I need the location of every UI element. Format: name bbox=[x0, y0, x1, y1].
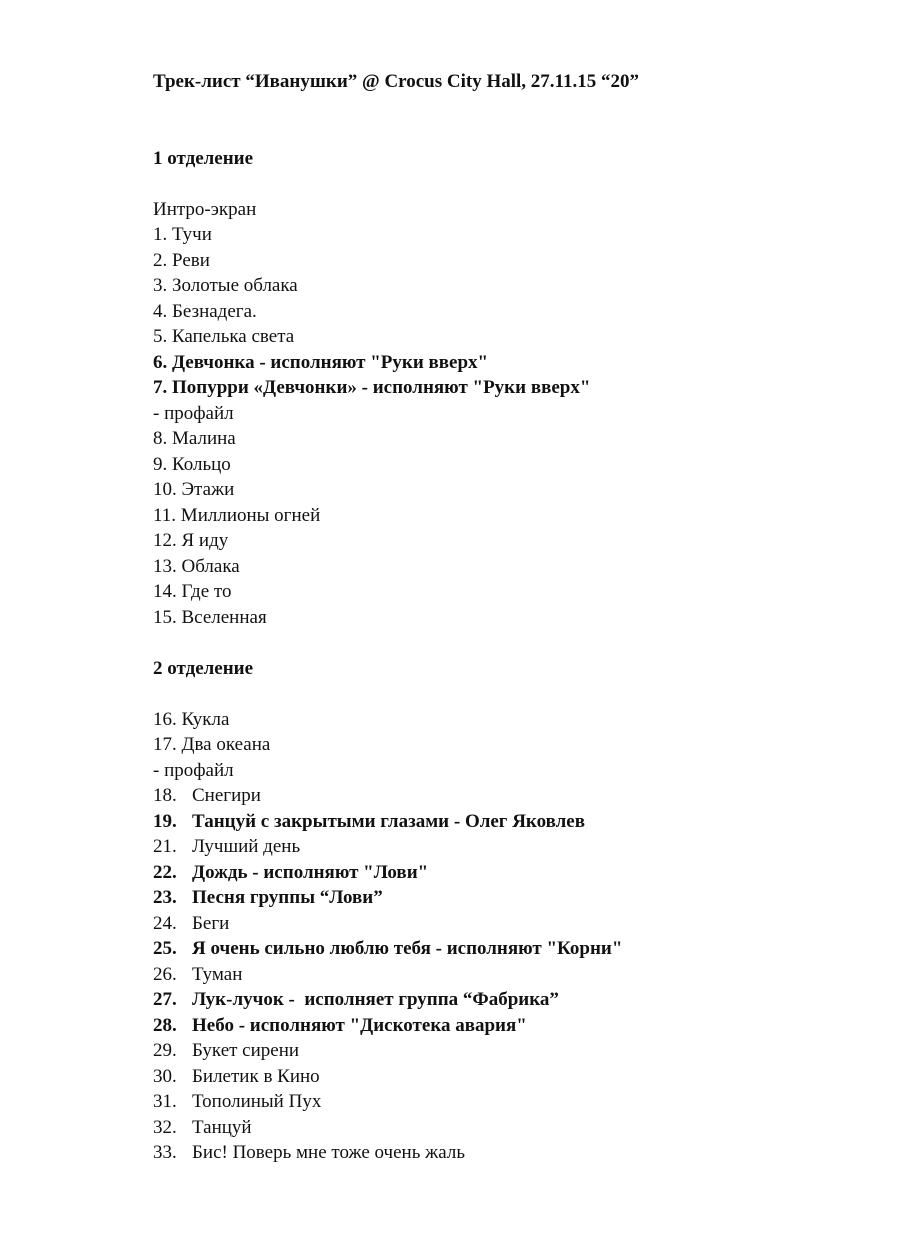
track-list-item bbox=[153, 936, 639, 962]
track-number: 26. bbox=[153, 963, 177, 985]
track-number: 13. bbox=[153, 555, 177, 577]
track-number: 24. bbox=[153, 912, 177, 934]
track-title: Попурри «Девчонки» - исполняют "Руки вверх" bbox=[172, 377, 591, 398]
track-list-item bbox=[153, 605, 639, 631]
track-title: Билетик в Кино bbox=[192, 1065, 320, 1087]
track-list-item bbox=[153, 707, 639, 733]
track-title: Малина bbox=[172, 428, 236, 449]
track-number: 31. bbox=[153, 1091, 177, 1112]
track-number: 11. bbox=[153, 504, 177, 526]
track-title: Я иду bbox=[181, 530, 229, 551]
track-list-item bbox=[153, 554, 639, 580]
track-number: 15. bbox=[153, 606, 177, 628]
track-title: Капелька света bbox=[172, 326, 295, 347]
track-title: Кукла bbox=[181, 708, 230, 730]
track-list-item bbox=[153, 987, 639, 1013]
track-list-item bbox=[153, 375, 639, 401]
track-number: 22. bbox=[153, 861, 177, 883]
track-number: 16. bbox=[153, 708, 177, 730]
track-title: Букет сирени bbox=[192, 1040, 300, 1061]
track-list-item bbox=[153, 1013, 639, 1039]
track-number: 2. bbox=[153, 249, 168, 271]
section-2-list bbox=[153, 707, 639, 1166]
section-1-list bbox=[153, 197, 639, 631]
track-title: Девчонка - исполняют "Руки вверх" bbox=[172, 351, 489, 373]
track-list-item bbox=[153, 885, 639, 911]
track-number: 3. bbox=[153, 275, 168, 296]
track-list-item bbox=[153, 350, 639, 376]
track-title: Этажи bbox=[181, 479, 235, 500]
track-title: Облака bbox=[181, 555, 240, 577]
track-list-item bbox=[153, 758, 639, 784]
track-title: Бис! Поверь мне тоже очень жаль bbox=[192, 1142, 465, 1163]
track-list-item bbox=[153, 248, 639, 274]
track-number: 21. bbox=[153, 836, 177, 857]
track-number: 17. bbox=[153, 734, 177, 755]
track-title: - профайл bbox=[153, 402, 234, 424]
track-list-item bbox=[153, 503, 639, 529]
track-list-item bbox=[153, 197, 639, 223]
track-list-item bbox=[153, 783, 639, 809]
track-list-item bbox=[153, 477, 639, 503]
track-number: 7. bbox=[153, 377, 168, 398]
track-number: 12. bbox=[153, 530, 177, 551]
track-list-item bbox=[153, 426, 639, 452]
document-title: Трек-лист “Иванушки” @ Crocus City Hall, 27.11.15 “20” bbox=[153, 71, 640, 92]
track-title: Тополиный Пух bbox=[192, 1091, 322, 1112]
track-title: Интро-экран bbox=[153, 198, 257, 220]
track-title: Я очень сильно люблю тебя - исполняют "Корни" bbox=[192, 938, 623, 959]
track-number: 14. bbox=[153, 581, 177, 602]
track-list-item bbox=[153, 324, 639, 350]
track-title: Танцуй bbox=[192, 1116, 252, 1138]
track-title: Реви bbox=[172, 249, 210, 271]
track-list-item bbox=[153, 299, 639, 325]
track-list-item bbox=[153, 401, 639, 427]
section-1-heading: 1 отделение bbox=[153, 147, 254, 169]
track-number: 1. bbox=[153, 224, 168, 245]
track-number: 25. bbox=[153, 938, 177, 959]
track-title: Безнадега. bbox=[172, 300, 257, 322]
track-title: Миллионы огней bbox=[180, 504, 321, 526]
track-number: 23. bbox=[153, 887, 177, 908]
track-list-item bbox=[153, 732, 639, 758]
track-number: 5. bbox=[153, 326, 168, 347]
track-title: Снегири bbox=[192, 785, 261, 806]
track-list-item bbox=[153, 528, 639, 554]
track-list-item bbox=[153, 579, 639, 605]
track-title: Туман bbox=[192, 963, 243, 985]
track-list-item bbox=[153, 911, 639, 937]
track-title: Где то bbox=[181, 581, 232, 602]
track-title: Вселенная bbox=[181, 606, 267, 628]
track-title: Золотые облака bbox=[172, 275, 298, 296]
track-number: 4. bbox=[153, 300, 168, 322]
track-title: Небо - исполняют "Дискотека авария" bbox=[192, 1014, 527, 1036]
track-title: Лучший день bbox=[192, 836, 301, 857]
track-list-item bbox=[153, 222, 639, 248]
track-number: 29. bbox=[153, 1040, 177, 1061]
track-list-item bbox=[153, 1140, 639, 1166]
track-number: 32. bbox=[153, 1116, 177, 1138]
track-title: Кольцо bbox=[172, 453, 231, 475]
track-list-item bbox=[153, 452, 639, 478]
track-list-item bbox=[153, 809, 639, 835]
section-2-heading: 2 отделение bbox=[153, 657, 254, 679]
track-title: Лук-лучок - исполняет группа “Фабрика” bbox=[192, 989, 559, 1010]
track-number: 6. bbox=[153, 351, 168, 373]
track-title: Песня группы “Лови” bbox=[192, 887, 383, 908]
track-title: Два океана bbox=[181, 734, 271, 755]
track-number: 19. bbox=[153, 810, 177, 832]
track-title: Беги bbox=[192, 912, 230, 934]
track-list-item bbox=[153, 860, 639, 886]
track-list-item bbox=[153, 962, 639, 988]
track-number: 28. bbox=[153, 1014, 177, 1036]
track-list-item bbox=[153, 273, 639, 299]
track-number: 27. bbox=[153, 989, 177, 1010]
document-page bbox=[153, 69, 639, 1166]
track-list-item bbox=[153, 1038, 639, 1064]
track-number: 10. bbox=[153, 479, 177, 500]
track-title: Танцуй с закрытыми глазами - Олег Яковлев bbox=[192, 810, 585, 832]
track-list-item bbox=[153, 834, 639, 860]
track-number: 18. bbox=[153, 785, 177, 806]
track-number: 33. bbox=[153, 1142, 177, 1163]
track-number: 9. bbox=[153, 453, 168, 475]
track-list-item bbox=[153, 1064, 639, 1090]
track-title: Дождь - исполняют "Лови" bbox=[192, 861, 429, 883]
track-number: 8. bbox=[153, 428, 168, 449]
track-list-item bbox=[153, 1115, 639, 1141]
track-title: - профайл bbox=[153, 759, 234, 781]
track-title: Тучи bbox=[172, 224, 212, 245]
track-number: 30. bbox=[153, 1065, 177, 1087]
track-list-item bbox=[153, 1089, 639, 1115]
